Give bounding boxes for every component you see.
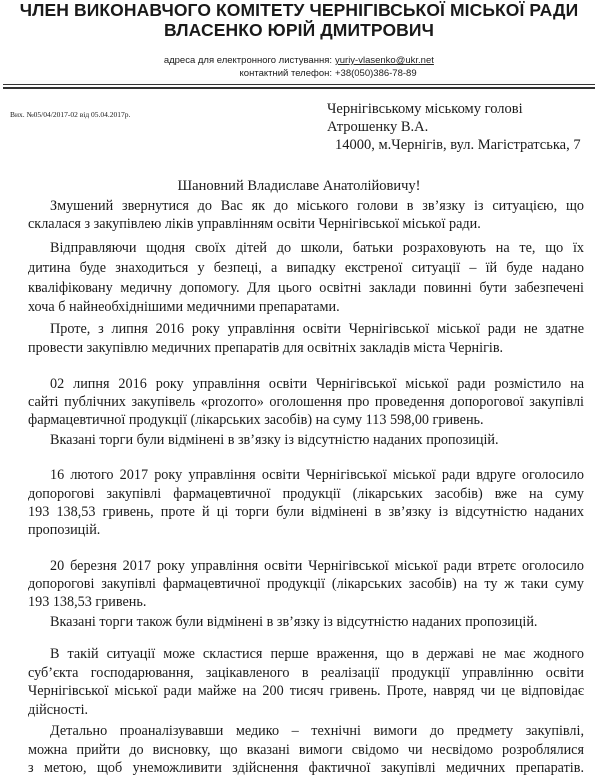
outgoing-number: Вих. №05/04/2017-02 від 05.04.2017р. bbox=[10, 110, 131, 119]
body-line: дитина буде знаходиться у безпеці, а випадку екстреної ситуації – їй буде надано bbox=[28, 260, 584, 276]
body-line: кваліфіковану медичну допомогу. Для цього освітні заклади повинні бути забезпечені bbox=[28, 280, 584, 296]
body-line: суб’єкта господарювання, зацікавленого в реалізації продукції управлінню освіти bbox=[28, 665, 584, 681]
body-line: допорогові закупівлі фармацевтичної продукції (лікарських засобів) на ту ж таки суму bbox=[28, 576, 584, 592]
letterhead-title-line-1: ЧЛЕН ВИКОНАВЧОГО КОМІТЕТУ ЧЕРНІГІВСЬКОЇ МІСЬКОЇ РАДИ bbox=[19, 0, 579, 20]
letterhead-divider-thick bbox=[3, 87, 595, 89]
body-line: В такій ситуації може скластися перше враження, що в державі не має жодного bbox=[50, 646, 584, 662]
body-line: Змушений звернутися до Вас як до міського голови в зв’язку із ситуацією, що bbox=[50, 198, 584, 214]
body-line: 20 березня 2017 року управління освіти Чернігівської міської ради втретє оголосило bbox=[50, 558, 584, 574]
body-line: Детально проаналізувавши медико – технічні вимоги до предмету закупівлі, bbox=[50, 723, 584, 739]
body-line: 02 липня 2016 року управління освіти Чернігівської міської ради розмістило на bbox=[50, 376, 584, 392]
salutation: Шановний Владиславе Анатолійовичу! bbox=[177, 178, 421, 194]
body-line: провести закупівлю медичних препаратів для освітніх закладів міста Чернігів. bbox=[28, 340, 504, 356]
body-line: Вказані торги також були відмінені в зв’язку із відсутністю наданих пропозицій. bbox=[50, 614, 538, 630]
body-line: фармацевтичної продукції (лікарських засобів) на суму 113 598,00 гривень. bbox=[28, 412, 484, 428]
body-line: допорогові закупівлі фармацевтичної продукції (лікарських засобів) вже на суму bbox=[28, 486, 584, 502]
body-line: сайті публічних закупівель «prozorro» оголошення про проведення допорогової закупівлі bbox=[28, 394, 584, 410]
recipient-line-3: 14000, м.Чернігів, вул. Магістратська, 7 bbox=[335, 137, 581, 153]
body-line: Відправляючи щодня своїх дітей до школи, батьки розраховують на те, що їх bbox=[50, 240, 584, 256]
letterhead-divider-thin bbox=[3, 84, 595, 85]
body-line: хоча б найнеобхіднішими медичними препаратами. bbox=[28, 299, 340, 315]
email-link[interactable]: yuriy-vlasenko@ukr.net bbox=[335, 55, 434, 66]
body-line: Чернігівської міської ради майже на 200 тисяч гривень. Проте, навряд чи це відповідає bbox=[28, 683, 584, 699]
body-line: Вказані торги були відмінені в зв’язку із відсутністю наданих пропозицій. bbox=[50, 432, 499, 448]
body-line: 193 138,53 гривень, проте й ці торги були відмінені в зв’язку із відсутністю наданих bbox=[28, 504, 584, 520]
body-line: 16 лютого 2017 року управління освіти Чернігівської міської ради вдруге оголосило bbox=[50, 467, 584, 483]
phone-label: контактний телефон: bbox=[239, 68, 332, 79]
email-label: адреса для електронного листування: bbox=[163, 55, 332, 66]
body-line: Проте, з липня 2016 року управління освіти Чернігівської міської ради не здатне bbox=[50, 321, 584, 337]
recipient-line-2: Атрошенку В.А. bbox=[327, 119, 429, 135]
body-line: пропозицій. bbox=[28, 522, 101, 538]
body-line: можна прийти до висновку, що вказані вимоги свідомо чи несвідомо розроблялися bbox=[28, 742, 584, 758]
body-line: 193 138,53 гривень. bbox=[28, 594, 147, 610]
body-line: з метою, щоб унеможливити здійснення фактичної закупівлі медичних препаратів. bbox=[28, 760, 584, 776]
body-line: склалася з закупівлею ліків управлінням освіти Чернігівської міської ради. bbox=[28, 216, 481, 232]
letterhead-title-line-2: ВЛАСЕНКО ЮРІЙ ДМИТРОВИЧ bbox=[164, 20, 434, 40]
recipient-line-1: Чернігівському міському голові bbox=[327, 101, 523, 117]
body-line: дійсності. bbox=[28, 702, 89, 718]
phone-value: +38(050)386-78-89 bbox=[335, 68, 417, 79]
